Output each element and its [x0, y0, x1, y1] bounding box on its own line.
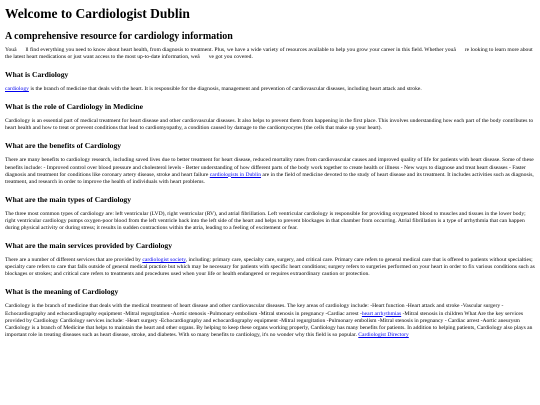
role-paragraph: Cardiology is an essential part of medical treatment for heart disease and other cardiovascular diseases. It also helps to prevent them from happening in the first place. This involves understanding how each part of the body contributes to heart health and how to treat or prevent conditions that lead to cardiomyopathy, a condition caused by damage to the cardiomyocytes (the cells that make up your heart).	[5, 118, 534, 132]
intro-paragraph: Youâll find everything you need to know about heart health, from diagnosis to treatment. Plus, we have a wide variety of resources available to help you grow your career in this field. Whether youâre looking to learn more about the latest heart medications or just want access to the most up-to-date information, weâve got you covered.	[5, 47, 533, 61]
benefits-text-before: There are many benefits to cardiology research, including saved lives due to better treatment for heart disease, reduced mortality rates from cardiovascular causes and improved quality of life for patients with heart disease. Some of these benefits include: - Improved control over blood pressure and cholesterol levels - Better understanding of how different parts of the body work together to create health or illness - New ways to diagnose and treat heart diseases - Faster diagnosis and treatment for conditions like coronary artery disease, stroke and heart failure	[5, 157, 534, 178]
cardiologist-directory-link[interactable]: Cardiologist Directory	[358, 331, 409, 338]
meaning-text-before: Cardiology is the branch of medicine that deals with the medical treatment of heart disease and other cardiovascular diseases. The key areas of cardiology include: -Heart function -Heart attack and stroke -Vascular surgery -Echocardiography and echocardiography equipment -Mitral regurgitation -Aortic stenosis -Pulmonary embolism -Mitral stenosis in pregnancy -Cardiac arrest -	[5, 303, 504, 317]
services-paragraph	[5, 257, 535, 278]
heart-arrhythmias-link[interactable]: heart arrhythmias	[361, 310, 402, 317]
heading-role: What is the role of Cardiology in Medicine	[5, 102, 144, 112]
heading-types: What are the main types of Cardiology	[5, 194, 131, 204]
heading-meaning: What is the meaning of Cardiology	[5, 287, 119, 297]
services-text-after: , including: primary care, specialty care, surgery, and critical care. Primary care refers to general medical care that is offered to patients without specialties; specialty care refers to care that falls outside of general medical practice but which may be necessary for patients with specific heart conditions; surgery refers to surgeries performed on your heart in order to fix various conditions such as blockages or strokes; and critical care refers to treatments and procedures used when your life or health endangered or requires extraordinary caution or protection.	[5, 257, 535, 278]
page-title: Welcome to Cardiologist Dublin	[5, 6, 190, 21]
cardiologists-dublin-link[interactable]: cardiologists in Dublin	[209, 171, 262, 178]
heading-benefits: What are the benefits of Cardiology	[5, 141, 122, 151]
meaning-paragraph	[5, 303, 535, 338]
benefits-text-after: are in the field of medicine devoted to the study of heart disease and its treatment. It includes activities such as diagnosis, treatment, and research in order to improve the health of individuals with heart problems.	[5, 171, 534, 185]
heading-services: What are the main services provided by Cardiology	[5, 241, 172, 251]
services-text-before: There are a number of different services that are provided by	[5, 257, 143, 264]
page-subtitle: A comprehensive resource for cardiology information	[5, 31, 233, 42]
benefits-paragraph	[5, 157, 535, 185]
cardiology-link[interactable]: cardiology	[5, 86, 29, 93]
what-is-text: is the branch of medicine that deals with the heart. It is responsible for the diagnosis, management and prevention of cardiovascular diseases, including heart attack and stroke.	[28, 86, 422, 93]
meaning-text-middle: -Mitral stenosis in children What Are the key services provided by Cardiology Cardiology services include: -Heart surgery -Echocardiography and echocardiography equipment -Mitral regurgitation -Pulmonary embolism -Mitral stenosis in pregnancy - Cardiac arrest -Aortic aneurysm Cardiology is a branch of Medicine that helps to maintain the heart and other organs. By helping to keep these organs working properly, Cardiology has many benefits for patients. In addition to helping patients, Cardiology also plays an important role in treating diseases such as heart disease, stroke, and diabetes. With so many benefits to cardiology, it's no wonder why this field is so popular.	[5, 310, 533, 338]
types-paragraph: The three most common types of cardiology are: left ventricular (LVD), right ventricular (RV), and atrial fibrillation. Left ventricular cardiology is responsible for providing oxygenated blood to muscles and tissues in the lower body; right ventricular cardiology pumps oxygen-poor blood from the left ventricle back into the left side of the heart and helps to prevent blockages in that chamber from occurring. Atrial fibrillation is a type of arrhythmia that can happen during physical activity or during stress; it results in sudden contractions within the atria, leading to a feeling of excitement or fear.	[5, 210, 526, 232]
heading-what-is-cardiology: What is Cardiology	[5, 70, 69, 80]
cardiologist-society-link[interactable]: cardiologist society	[142, 257, 186, 264]
what-is-paragraph	[5, 86, 535, 93]
